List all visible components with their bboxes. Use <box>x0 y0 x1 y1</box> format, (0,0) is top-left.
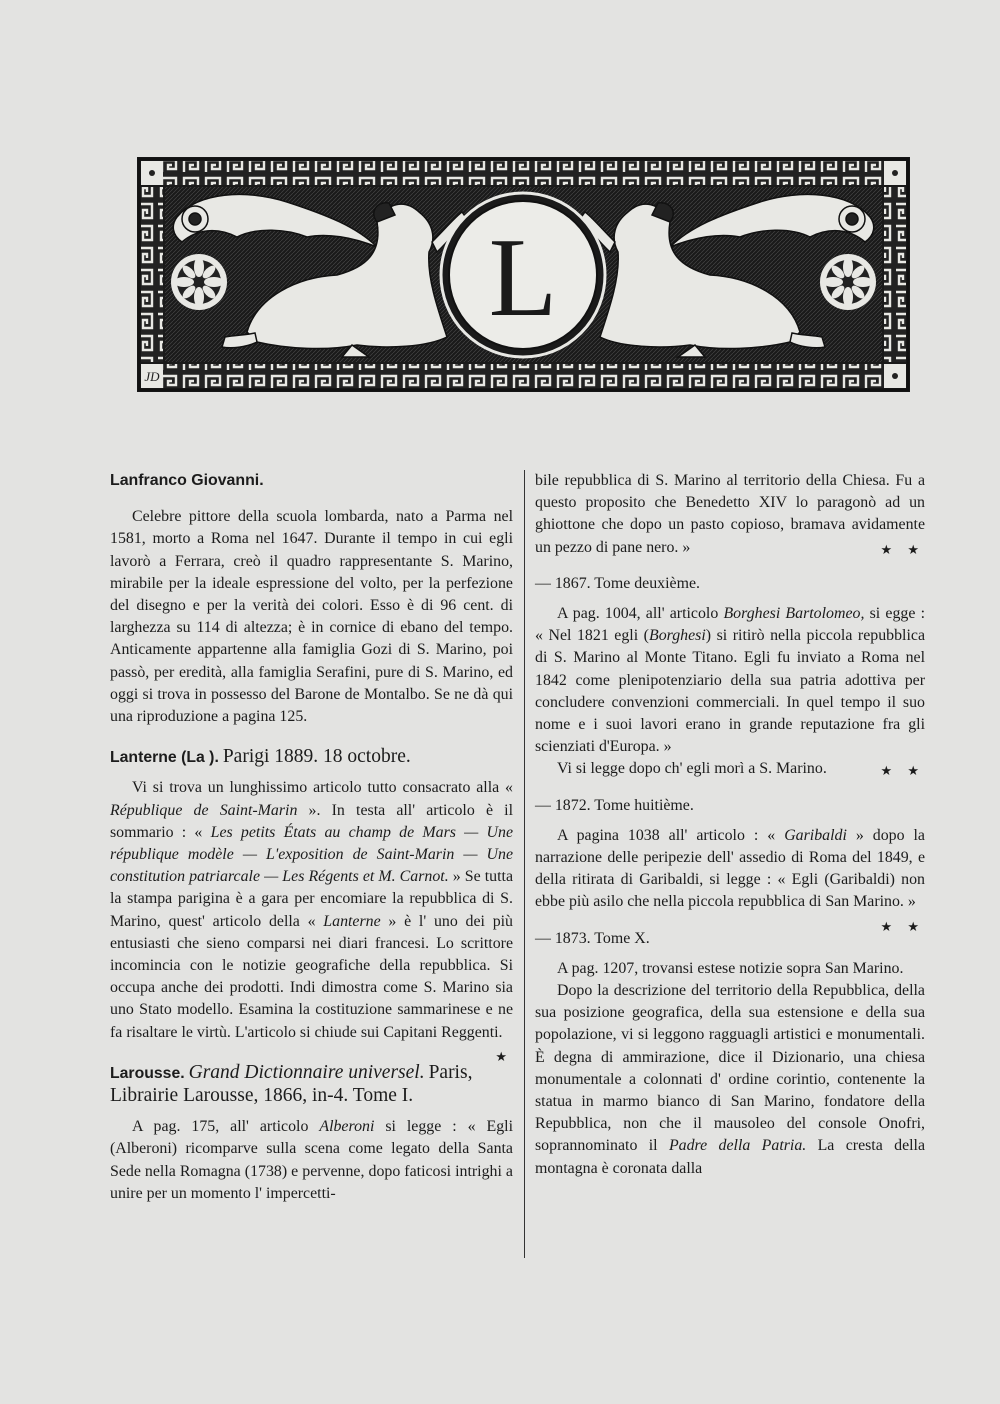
entry-name: Larousse. <box>110 1064 185 1082</box>
entry-paragraph: A pag. 1207, trovansi estese notizie sopra San Marino. <box>557 959 904 977</box>
rosette-left-icon <box>171 254 227 310</box>
section-heading-1873: — 1873. Tome X. <box>535 929 650 947</box>
star-marker: ★ ★ <box>880 918 925 934</box>
drop-initial: L <box>488 216 558 340</box>
entry-heading-lanterne <box>110 746 513 769</box>
section-heading-1867: — 1867. Tome deuxième. <box>535 574 700 592</box>
entry-subtitle: Paris, Librairie Larousse, 1866, in-4. Tome I. <box>110 1061 473 1107</box>
section-heading-1872: — 1872. Tome huitième. <box>535 796 694 814</box>
entry-name: Lanterne (La ). <box>110 749 219 767</box>
entry-heading-larousse <box>110 1062 513 1108</box>
ornamental-header <box>137 157 910 392</box>
column-divider <box>524 470 525 1258</box>
entry-paragraph: Dopo la descrizione del territorio della Repubblica, della sua posizione geografica, della sua estensione e della sua popolazione, vi si leggono ragguagli artistici e monumentali. È degna di ammirazione, dice il Dizionario, una chiesa monumentale a colonnati d' ordine corintio, contenente la statua in marmo bianco di San Marino, fondatore della Repubblica, non che il mausoleo del console Onofri, soprannominato il Padre della Patria. La cresta della montagna è coronata dalla <box>535 982 926 1177</box>
entry-paragraph: A pag. 175, all' articolo Alberoni si legge : « Egli (Alberoni) ricomparve sulla scena come legato della Santa Sede nella Romagna (1738) e pervenne, dopo faticosi intrighi a unire per un momento l' impercetti- <box>110 1118 513 1202</box>
star-marker: ★ ★ <box>880 763 925 779</box>
entry-paragraph: Celebre pittore della scuola lombarda, nato a Parma nel 1581, morto a Roma nel 1647. Durante il tempo in cui egli lavorò a Ferrara, creò il quadro rappresentante S. Marino, mirabile per la ideale espressione del volto, per la perfezione del disegno e per la verità dei colori. Esso è di 96 cent. di larghezza su 114 di altezza; è in cornice di ebano del tempo. Anticamente appartenne alla famiglia Gozi di S. Marino, poi passò, per eredità, alla famiglia Serafini, pure di S. Marino, ed oggi si trova in possesso del Barone de Montalbo. Se ne dà qui una riproduzione a pagina 125. <box>110 508 513 726</box>
continued-paragraph: bile repubblica di S. Marino al territorio della Chiesa. Fu a questo proposito che Benedetto XIV lo paragonò ad un ghiottone che dopo un pasto copioso, bramava avidamente un pezzo di pane nero. » ★ ★ <box>535 470 925 559</box>
entry-title: Grand Dictionnaire universel. <box>188 1061 425 1083</box>
rosette-right-icon <box>820 254 876 310</box>
entry-paragraph: A pag. 1004, all' articolo Borghesi Bartolomeo, si egge : « Nel 1821 egli (Borghesi) si ritirò nella piccola repubblica di S. Marino al Monte Titano. Egli fu inviato a Roma nel 1842 come plenipotenziario della sua patria adottiva per concludere convenzioni commerciali. In quel tempo il suo nome e i suoi lavori erano in grande reputazione fra gli scienziati d'Europa. » <box>535 605 925 756</box>
entry-heading-lanfranco: Lanfranco Giovanni. <box>110 472 264 489</box>
monogram: JD <box>144 369 160 384</box>
right-column <box>535 470 925 1180</box>
star-marker: ★ <box>495 1048 513 1064</box>
entry-paragraph: Vi si trova un lunghissimo articolo tutto consacrato alla « République de Saint-Marin ». In testa all' articolo è il sommario : « Les petits États au champ de Mars — Une république modèle — L'exposition de Saint-Marin — Une constitution patriarcale — Les Régents et M. Carnot. » Se tutta la stampa parigina è a gara per encomiare la repubblica di S. Marino, quest' articolo della « Lanterne » è l' uno dei più entusiasti che sieno comparsi nei diari francesi. Lo scrittore incomincia con le notizie geografiche della repubblica. Si occupa anche dei prodotti. Indi dimostra come S. Marino sia uno Stato modello. Esamina la costituzione sammarinese e ne fa risaltare le virtù. L'articolo si chiude sui Capitani Reggenti. ★ <box>110 777 513 1043</box>
entry-paragraph: Vi si legge dopo ch' egli morì a S. Marino. ★ ★ <box>535 758 925 780</box>
entry-paragraph: A pagina 1038 all' articolo : « Garibaldi » dopo la narrazione delle peripezie dell' assedio di Roma del 1849, e della ritirata di Garibaldi, si legge : « Egli (Garibaldi) non ebbe più asilo che nella piccola repubblica di San Marino. » ★ ★ <box>535 825 925 914</box>
left-column <box>110 470 513 1205</box>
entry-subtitle: Parigi 1889. 18 octobre. <box>222 746 411 768</box>
star-marker: ★ ★ <box>880 541 925 557</box>
